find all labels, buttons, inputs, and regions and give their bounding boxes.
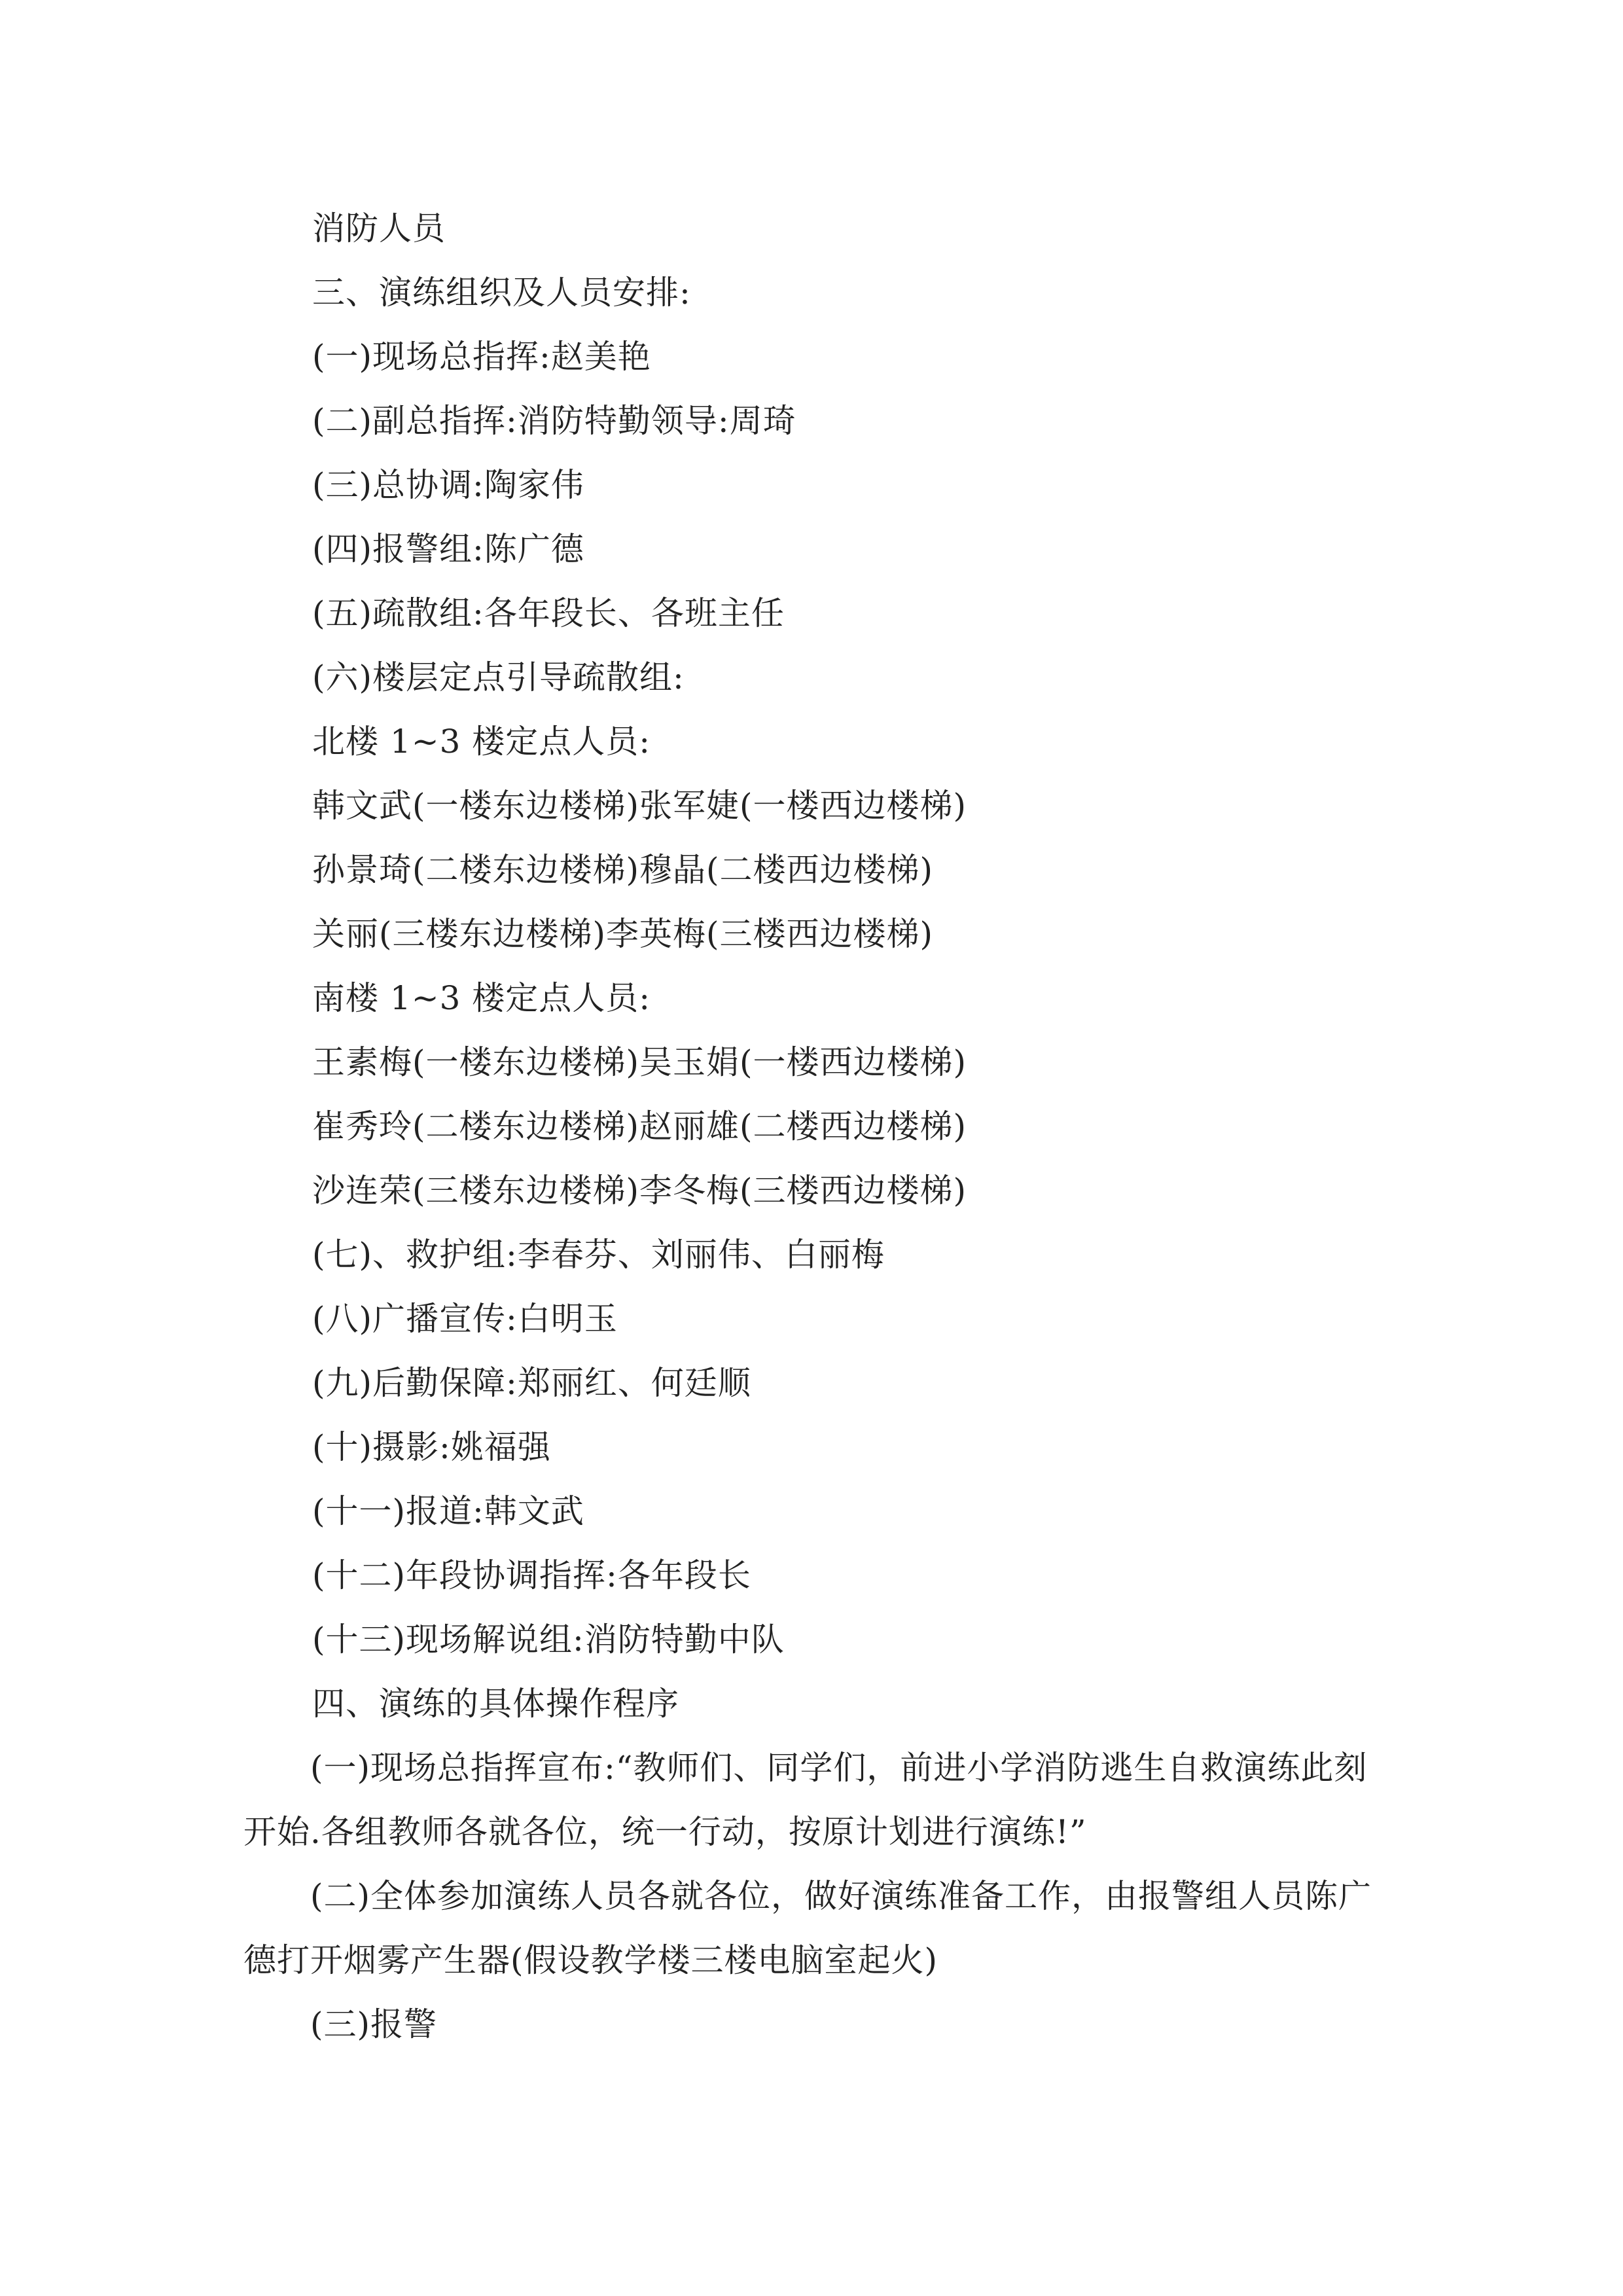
paragraph-text: (二)全体参加演练人员各就各位，做好演练准备工作，由报警组人员陈广德打开烟雾产生器(假设教学楼三楼电脑室起火)	[243, 1877, 1372, 1979]
text-line: 南楼 1~3 楼定点人员:	[312, 979, 651, 1017]
paragraph-text: (三)报警	[310, 2005, 438, 2043]
text-line: (九)后勤保障:郑丽红、何廷顺	[312, 1364, 751, 1402]
text-line: 沙连荣(三楼东边楼梯)李冬梅(三楼西边楼梯)	[312, 1172, 967, 1210]
section-heading: 三、演练组织及人员安排:	[312, 274, 691, 312]
text-line: (五)疏散组:各年段长、各班主任	[312, 594, 785, 632]
text-line: 关丽(三楼东边楼梯)李英梅(三楼西边楼梯)	[312, 915, 934, 953]
text-line: (十二)年段协调指挥:各年段长	[312, 1556, 751, 1594]
section-heading: 四、演练的具体操作程序	[312, 1685, 679, 1723]
paragraph	[243, 1736, 1393, 1864]
text-line: (十三)现场解说组:消防特勤中队	[312, 1621, 785, 1659]
paragraph	[243, 1992, 1393, 2056]
paragraph-text: (一)现场总指挥宣布:“教师们、同学们，前进小学消防逃生自救演练此刻开始.各组教师各就各位，统一行动，按原计划进行演练!”	[243, 1749, 1368, 1851]
text-line: (三)总协调:陶家伟	[312, 466, 584, 504]
text-line: 消防人员	[312, 209, 446, 247]
text-line: (十)摄影:姚福强	[312, 1428, 551, 1466]
text-line: (二)副总指挥:消防特勤领导:周琦	[312, 402, 796, 440]
text-line: 北楼 1~3 楼定点人员:	[312, 723, 651, 761]
text-line: 王素梅(一楼东边楼梯)吴玉娟(一楼西边楼梯)	[312, 1043, 967, 1081]
text-line: (十一)报道:韩文武	[312, 1492, 584, 1530]
paragraph	[243, 1864, 1393, 1992]
text-line: (六)楼层定点引导疏散组:	[312, 658, 685, 696]
text-line: (四)报警组:陈广德	[312, 530, 584, 568]
text-line: (七)、救护组:李春芬、刘丽伟、白丽梅	[312, 1236, 885, 1274]
text-line: (八)广播宣传:白明玉	[312, 1300, 618, 1338]
text-line: 孙景琦(二楼东边楼梯)穆晶(二楼西边楼梯)	[312, 851, 934, 889]
text-line: 韩文武(一楼东边楼梯)张军婕(一楼西边楼梯)	[312, 787, 967, 825]
text-line: 崔秀玲(二楼东边楼梯)赵丽雄(二楼西边楼梯)	[312, 1107, 967, 1145]
text-line: (一)现场总指挥:赵美艳	[312, 338, 651, 376]
